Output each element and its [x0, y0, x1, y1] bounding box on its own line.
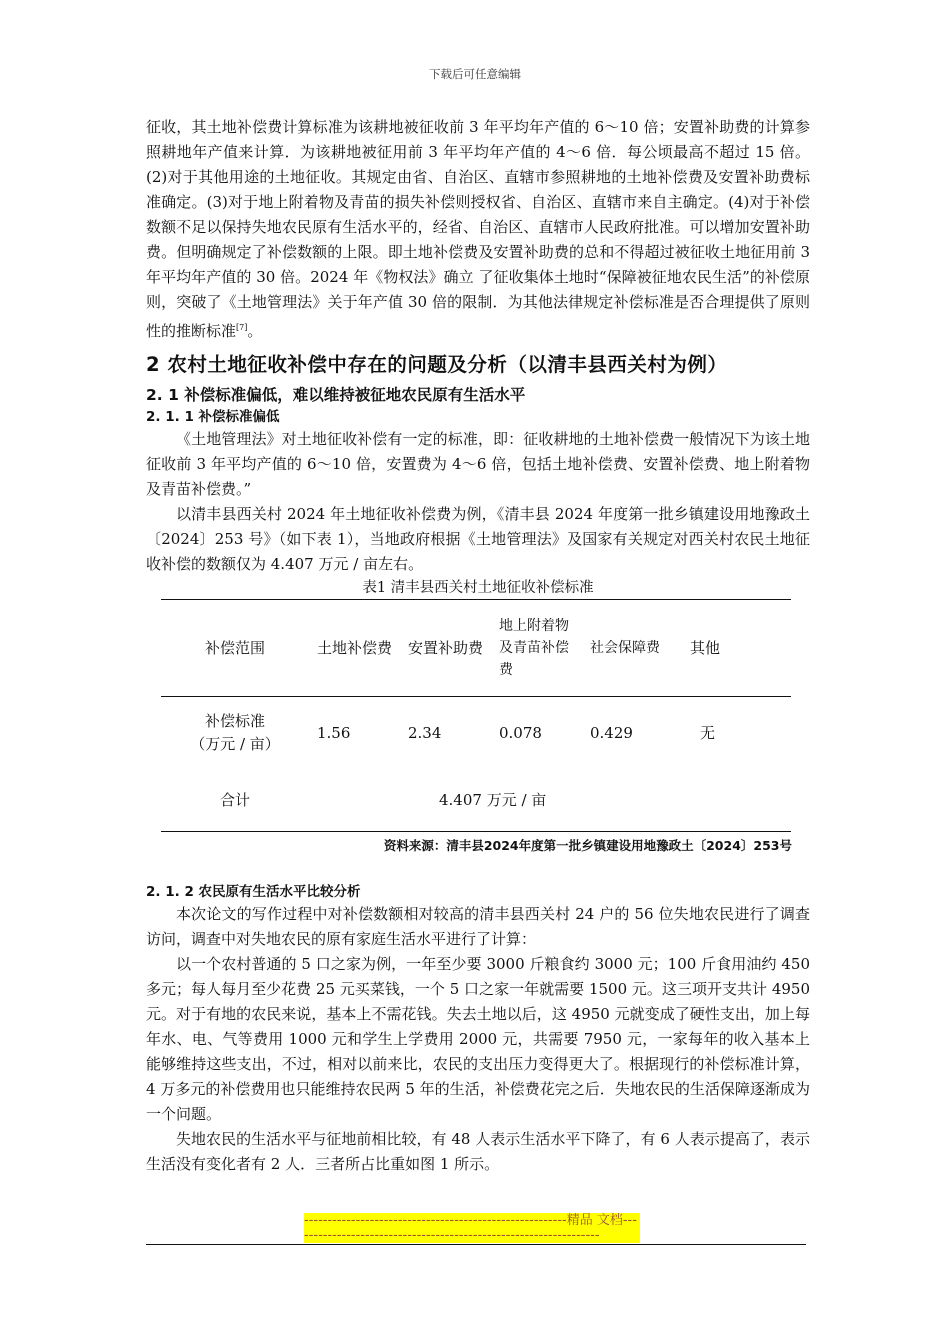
footer-divider	[146, 1244, 806, 1245]
table-header-cell: 地上附着物及青苗补偿费	[491, 600, 582, 697]
paragraph-end: 。	[247, 322, 263, 340]
page-content	[146, 115, 810, 1177]
section-2-1-title: 2. 1 补偿标准偏低，难以维持被征地农民原有生活水平	[146, 386, 526, 404]
row-label-cell	[161, 697, 309, 770]
row-label-line1: 补偿标准	[204, 712, 265, 730]
table-header-row	[161, 600, 791, 697]
table-total-row	[161, 769, 791, 832]
total-label-cell: 合计	[219, 790, 250, 809]
table-row	[161, 697, 791, 770]
table-cell: 无	[700, 723, 716, 742]
section-2-1-2-title: 2. 1. 2 农民原有生活水平比较分析	[146, 884, 361, 900]
table-cell: 1.56	[317, 723, 351, 742]
paragraph: 以清丰县西关村 2024 年土地征收补偿费为例，《清丰县 2024 年度第一批乡镇建设用地豫政土〔2024〕253 号》（如下表 1），当地政府根据《土地管理法》及国家有关规定对西关村农民土地征收补偿的数额仅为 4.407 万元 / 亩左右。	[146, 505, 810, 573]
table-source: 资料来源：清丰县2024年度第一批乡镇建设用地豫政土〔2024〕253号	[383, 838, 792, 853]
paragraph: 《土地管理法》对土地征收补偿有一定的标准，即：征收耕地的土地补偿费一般情况下为该土地征收前 3 年平均产值的 6～10 倍，安置费为 4～6 倍，包括土地补偿费、安置补偿费、地上附着物及青苗补偿费。”	[146, 430, 810, 498]
paragraph: 失地农民的生活水平与征地前相比较，有 48 人表示生活水平下降了，有 6 人表示提高了，表示生活没有变化者有 2 人．三者所占比重如图 1 所示。	[146, 1130, 810, 1173]
paragraph: 以一个农村普通的 5 口之家为例，一年至少要 3000 斤粮食约 3000 元；100 斤食用油约 450 多元；每人每月至少花费 25 元买菜钱，一个 5 口之家一年就需要 1500 元。这三项开支共计 4950 元。对于有地的农民来说，基本上不需花钱。失去土地以后，这 4950 元就变成了硬性支出，加上每年水、电、气等费用 1000 元和学生上学费用 2000 元，共需要 7950 元，一家每年的收入基本上能够维持这些支出，不过，相对以前来比，农民的支出压力变得更大了。根据现行的补偿标准计算，4 万多元的补偿费用也只能维持农民两 5 年的生活，补偿费花完之后．失地农民的生活保障逐渐成为一个问题。	[146, 955, 810, 1123]
table-caption: 表1 清丰县西关村土地征收补偿标准	[362, 580, 594, 596]
table-cell: 0.429	[590, 723, 633, 742]
page-header: 下载后可任意编辑	[429, 67, 521, 81]
total-value-cell: 4.407 万元 / 亩	[439, 790, 547, 809]
section-2-1-1-title: 2. 1. 1 补偿标准偏低	[146, 409, 280, 425]
table-header-cell: 安置补助费	[400, 600, 491, 697]
paragraph-text: 征收，其土地补偿费计算标准为该耕地被征收前 3 年平均年产值的 6～10 倍；安置补助费的计算参照耕地年产值来计算．为该耕地被征用前 3 年平均年产值的 4～6 倍．每公顷最高不超过 15 倍。(2)对于其他用途的土地征收。其规定由省、自治区、直辖市参照耕地的土地补偿费及安置补助费标准确定。(3)对于地上附着物及青苗的损失补偿则授权省、自治区、直辖市来自主确定。(4)对于补偿数额不足以保持失地农民原有生活水平的，经省、自治区、直辖市人民政府批准。可以增加安置补助费。但明确规定了补偿数额的上限。即土地补偿费及安置补助费的总和不得超过被征收土地征用前 3 年平均年产值的 30 倍。2024 年《物权法》确立 了征收集体土地时“保障被征地农民生活”的补偿原则，突破了《土地管理法》关于年产值 30 倍的限制．为其他法律规定补偿标准是否合理提供了原则性的推断标准	[146, 118, 810, 340]
row-label-line2: （万元 / 亩）	[190, 735, 280, 753]
table-header-cell: 补偿范围	[161, 600, 309, 697]
table-header-cell: 土地补偿费	[309, 600, 400, 697]
table-cell: 0.078	[499, 723, 542, 742]
table-header-cell: 社会保障费	[582, 600, 682, 697]
table-header-cell: 其他	[682, 600, 791, 697]
paragraph-top	[146, 115, 810, 344]
paragraph: 本次论文的写作过程中对补偿数额相对较高的清丰县西关村 24 户的 56 位失地农民进行了调查访问，调查中对失地农民的原有家庭生活水平进行了计算：	[146, 905, 810, 948]
footer-watermark: --------------------------------------------------------精品 文档------------------------------------------------------------------	[304, 1213, 640, 1243]
section-2-title: 2 农村土地征收补偿中存在的问题及分析（以清丰县西关村为例）	[146, 353, 728, 376]
table-cell: 2.34	[408, 723, 442, 742]
compensation-table	[161, 599, 791, 832]
reference-mark: [7]	[236, 323, 248, 332]
